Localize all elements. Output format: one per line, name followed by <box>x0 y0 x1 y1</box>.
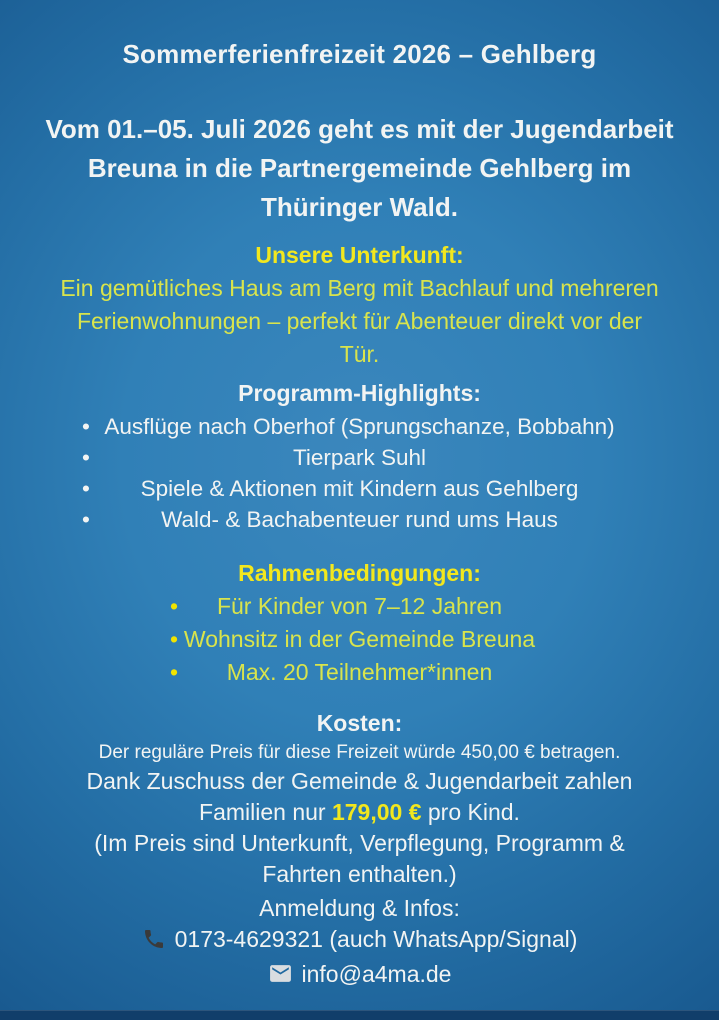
accommodation-line: Ein gemütliches Haus am Berg mit Bachlauf und mehreren <box>60 275 659 301</box>
program-list <box>0 411 719 535</box>
costs-heading: Kosten: <box>316 710 403 736</box>
conditions-heading: Rahmenbedingungen: <box>238 560 481 586</box>
accommodation-line: Tür. <box>339 341 380 367</box>
contact-block <box>0 893 719 994</box>
regular-price-note: Der reguläre Preis für diese Freizeit würde 450,00 € betragen. <box>98 742 621 763</box>
list-item: • Tierpark Suhl <box>0 442 719 473</box>
page-title: Sommerferienfreizeit 2026 – Gehlberg <box>122 39 597 69</box>
list-item: • Max. 20 Teilnehmer*innen <box>0 656 719 689</box>
list-item: • Für Kinder von 7–12 Jahren <box>0 590 719 623</box>
intro-line: Thüringer Wald. <box>261 192 458 222</box>
subsidy-post: pro Kind. <box>421 799 520 825</box>
conditions-list <box>0 590 719 689</box>
list-item: • Wohnsitz in der Gemeinde Breuna <box>0 623 719 656</box>
intro-paragraph <box>0 110 719 227</box>
subsidy-pre: Familien nur <box>199 799 332 825</box>
discounted-price: 179,00 € <box>331 799 422 825</box>
included-line: (Im Preis sind Unterkunft, Verpflegung, Programm & <box>94 830 625 856</box>
phone-icon <box>142 927 166 959</box>
accommodation-paragraph <box>0 272 719 371</box>
list-item: • Wald- & Bachabenteuer rund ums Haus <box>0 504 719 535</box>
accommodation-heading: Unsere Unterkunft: <box>255 242 464 268</box>
list-item: • Spiele & Aktionen mit Kindern aus Gehlberg <box>0 473 719 504</box>
envelope-icon <box>268 961 293 994</box>
contact-heading: Anmeldung & Infos: <box>259 895 460 921</box>
accommodation-line: Ferienwohnungen – perfekt für Abenteuer direkt vor der <box>76 308 643 334</box>
email-address: info@a4ma.de <box>301 961 452 987</box>
costs-paragraph <box>0 766 719 890</box>
intro-line: Breuna in die Partnergemeinde Gehlberg im <box>87 153 632 183</box>
program-heading: Programm-Highlights: <box>238 380 481 406</box>
intro-line: Vom 01.–05. Juli 2026 geht es mit der Jugendarbeit <box>45 114 674 144</box>
phone-line <box>0 924 719 959</box>
phone-number: 0173-4629321 (auch WhatsApp/Signal) <box>174 926 578 952</box>
list-item: • Ausflüge nach Oberhof (Sprungschanze, Bobbahn) <box>0 411 719 442</box>
email-line <box>0 959 719 994</box>
subsidy-price-line <box>0 797 719 828</box>
bottom-band <box>0 1010 719 1020</box>
included-line: Fahrten enthalten.) <box>262 861 457 887</box>
subsidy-line: Dank Zuschuss der Gemeinde & Jugendarbeit zahlen <box>86 768 633 794</box>
